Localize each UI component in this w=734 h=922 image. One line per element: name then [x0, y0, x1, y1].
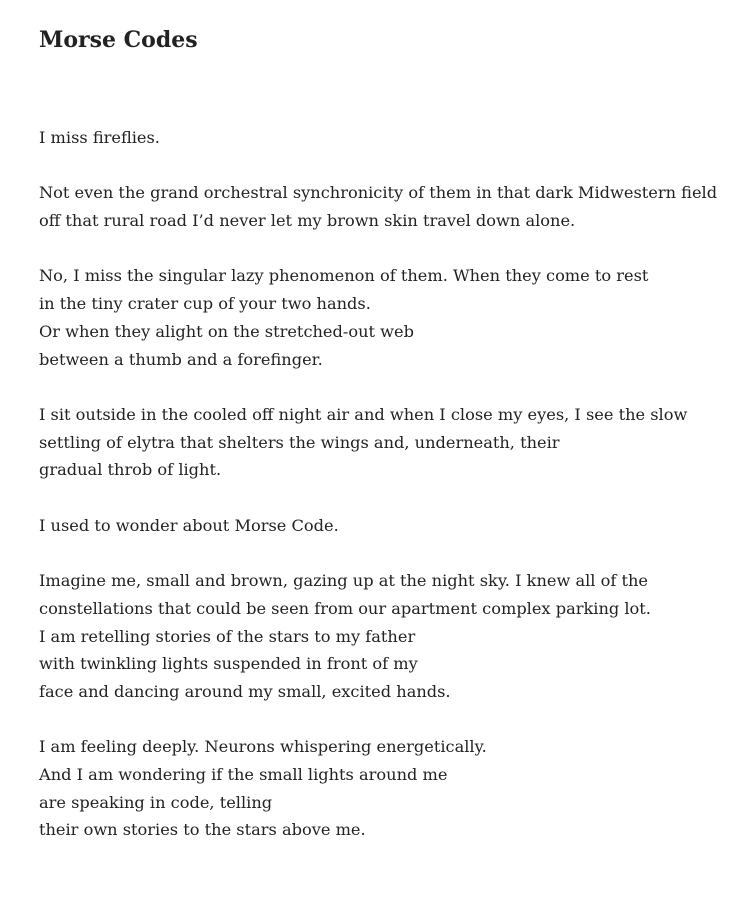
poem-title: Morse Codes — [39, 27, 198, 53]
poem-line: constellations that could be seen from our apartment complex parking lot. — [39, 598, 651, 618]
stanza-1 — [39, 124, 719, 152]
poem-line: I sit outside in the cooled off night air and when I close my eyes, I see the slow — [39, 404, 688, 424]
poem-body — [39, 124, 719, 872]
poem-line: their own stories to the stars above me. — [39, 820, 366, 840]
poem-line: I am feeling deeply. Neurons whispering energetically. — [39, 737, 487, 757]
poem-line: Not even the grand orchestral synchronicity of them in that dark Midwestern field — [39, 183, 718, 203]
poem-line: with twinkling lights suspended in front of my — [39, 654, 418, 674]
poem-line: gradual throb of light. — [39, 460, 222, 480]
poem-line: settling of elytra that shelters the wings and, underneath, their — [39, 432, 560, 452]
stanza-6 — [39, 567, 719, 706]
poem-line: off that rural road I’d never let my brown skin travel down alone. — [39, 211, 576, 231]
poem-line: Or when they alight on the stretched-out web — [39, 321, 414, 341]
stanza-5 — [39, 512, 719, 540]
poem-line: are speaking in code, telling — [39, 792, 273, 812]
stanza-2 — [39, 179, 719, 234]
stanza-7 — [39, 733, 719, 844]
stanza-4 — [39, 401, 719, 484]
poem-line: I am retelling stories of the stars to my father — [39, 626, 416, 646]
stanza-3 — [39, 262, 719, 373]
poem-line: between a thumb and a forefinger. — [39, 349, 323, 369]
poem-line: Imagine me, small and brown, gazing up at the night sky. I knew all of the — [39, 571, 648, 591]
poem-line: And I am wondering if the small lights around me — [39, 765, 448, 785]
poem-line: I used to wonder about Morse Code. — [39, 515, 339, 535]
poem-line: I miss fireflies. — [39, 128, 160, 147]
poem-line: face and dancing around my small, excited hands. — [39, 681, 451, 701]
poem-line: in the tiny crater cup of your two hands. — [39, 294, 371, 314]
poem-line: No, I miss the singular lazy phenomenon of them. When they come to rest — [39, 266, 649, 286]
